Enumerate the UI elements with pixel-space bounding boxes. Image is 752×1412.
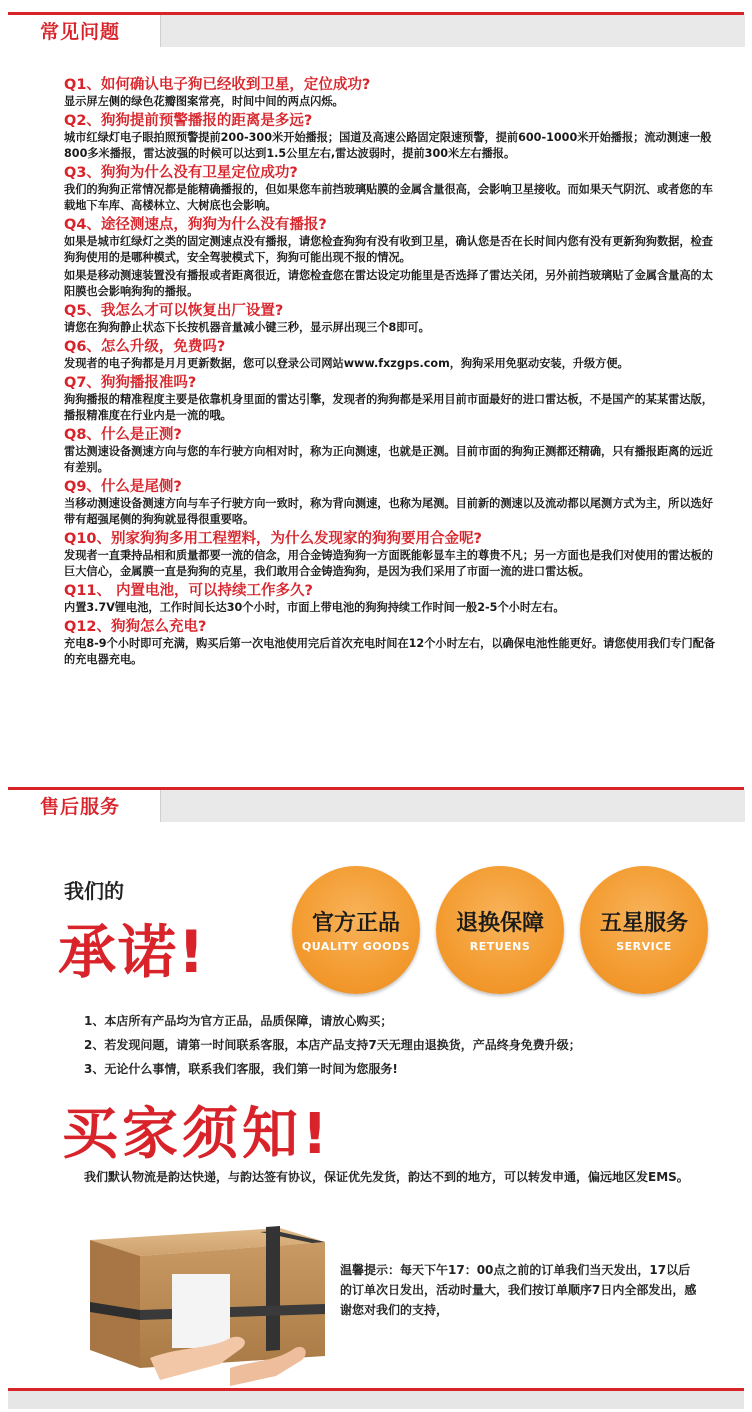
promise-item: 1、本店所有产品均为官方正品，品质保障，请放心购买； <box>84 1014 393 1028</box>
faq-question: Q3、狗狗为什么没有卫星定位成功? <box>64 165 298 181</box>
service-section-header <box>0 775 752 823</box>
faq-answer: 内置3.7V锂电池，工作时间长达30个小时，市面上带电池的狗狗持续工作时间一般2-5个小时左右。 <box>64 601 565 614</box>
faq-answer: 当移动测速设备测速方向与车子行驶方向一致时，称为背向测速，也称为尾测。目前新的测速以及流动都以尾测方式为主，所以选好带有超强尾侧的狗狗就显得很重要咯。 <box>64 497 713 526</box>
parcel-illustration <box>80 1218 332 1388</box>
faq-question: Q6、怎么升级，免费吗? <box>64 339 226 355</box>
badge-cn-label: 退换保障 <box>455 911 544 936</box>
faq-question: Q12、狗狗怎么充电? <box>64 619 207 635</box>
faq-item <box>64 530 724 580</box>
faq-answer: 充电8-9个小时即可充满，购买后第一次电池使用完后首次充电时间在12个小时左右，以确保电池性能更好。请您使用我们专门配备的充电器充电。 <box>64 637 716 666</box>
service-section-title: 售后服务 <box>40 796 121 818</box>
shipping-tip: 温馨提示：每天下午17：00点之前的订单我们当天发出，17以后的订单次日发出，活动时量大，我们按订单顺序7日内全部发出，感谢您对我们的支持， <box>340 1263 697 1317</box>
badge-service <box>580 866 708 994</box>
badge-en-label: RETUENS <box>469 940 531 953</box>
faq-item <box>64 216 724 300</box>
promise-list <box>84 1012 581 1084</box>
header-grey-bar <box>160 790 745 822</box>
faq-answer: 狗狗播报的精准程度主要是依靠机身里面的雷达引擎，发现者的狗狗都是采用目前市面最好的进口雷达板，不是国产的某某雷达版，播报精准度在行业内是一流的哦。 <box>64 393 713 422</box>
faq-item <box>64 302 724 336</box>
notice-text: 我们默认物流是韵达快递，与韵达签有协议，保证优先发货，韵达不到的地方，可以转发申通，偏远地区发EMS。 <box>84 1170 689 1184</box>
faq-answer: 如果是城市红绿灯之类的固定测速点没有播报，请您检查狗狗有没有收到卫星，确认您是否在长时间内您有没有更新狗狗数据，检查狗狗使用的是哪种模式，安全驾驶模式下，狗狗可能出现不报的情况。 <box>64 235 713 264</box>
faq-answer: 城市红绿灯电子眼拍照预警提前200-300米开始播报；国道及高速公路固定限速预警，提前600-1000米开始播报；流动测速一般800多米播报，雷达波强的时候可以达到1.5公里左右,雷达波弱时，提前300米左右播报。 <box>64 131 712 160</box>
faq-item <box>64 338 724 372</box>
faq-question: Q9、什么是尾侧? <box>64 479 182 495</box>
faq-question: Q8、什么是正测? <box>64 427 182 443</box>
faq-answer: 如果是移动测速装置没有播报或者距离很近，请您检查您在雷达设定功能里是否选择了雷达关闭，另外前挡玻璃贴了金属含量高的太阳膜也会影响狗狗的播报。 <box>64 269 713 298</box>
faq-list <box>64 76 724 670</box>
faq-answer: 我们的狗狗正常情况都是能精确播报的，但如果您车前挡玻璃贴膜的金属含量很高，会影响卫星接收。而如果天气阴沉、或者您的车载地下车库、高楼林立、大树底也会影响。 <box>64 183 713 212</box>
faq-answer: 请您在狗狗静止状态下长按机器音量减小键三秒，显示屏出现三个8即可。 <box>64 321 430 334</box>
faq-answer: 发现者的电子狗都是月月更新数据，您可以登录公司网站www.fxzgps.com，狗狗采用免驱动安装，升级方便。 <box>64 357 629 370</box>
faq-question: Q11、 内置电池，可以持续工作多久? <box>64 583 313 599</box>
badge-cn-label: 官方正品 <box>311 911 400 936</box>
faq-section-title: 常见问题 <box>40 21 121 43</box>
faq-answer: 发现者一直秉持品相和质量都要一流的信念，用合金铸造狗狗一方面既能彰显车主的尊贵不凡；另一方面也是我们对使用的雷达板的巨大信心，金属膜一直是狗狗的克星，我们敢用合金铸造狗狗，是因为我们采用了市面一流的进口雷达板。 <box>64 549 713 578</box>
parcel-box-icon <box>80 1218 332 1388</box>
header-tab <box>8 15 158 47</box>
badge-en-label: SERVICE <box>616 940 672 953</box>
faq-item <box>64 426 724 476</box>
faq-question: Q7、狗狗播报准吗? <box>64 375 197 391</box>
faq-item <box>64 582 724 616</box>
promise-subtitle: 我们的 <box>64 879 124 903</box>
promise-title: 承诺! <box>58 918 207 986</box>
faq-answer: 显示屏左侧的绿色花瓣图案常亮，时间中间的两点闪烁。 <box>64 95 344 108</box>
faq-item <box>64 76 724 110</box>
faq-item <box>64 618 724 668</box>
badge-cn-label: 五星服务 <box>599 911 688 936</box>
faq-item <box>64 478 724 528</box>
header-grey-bar <box>160 15 745 47</box>
badge-returns <box>436 866 564 994</box>
footer-bar <box>0 1382 752 1412</box>
faq-section-header <box>0 0 752 48</box>
faq-item <box>64 374 724 424</box>
faq-answer: 雷达测速设备测速方向与您的车行驶方向相对时，称为正向测速，也就是正测。目前市面的狗狗正测都还精确，只有播报距离的远近有差别。 <box>64 445 713 474</box>
promise-item: 3、无论什么事情，联系我们客服，我们第一时间为您服务! <box>84 1062 398 1076</box>
promise-item: 2、若发现问题，请第一时间联系客服，本店产品支持7天无理由退换货，产品终身免费升级； <box>84 1038 581 1052</box>
faq-question: Q5、我怎么才可以恢复出厂设置? <box>64 303 284 319</box>
header-tab <box>8 790 158 822</box>
faq-question: Q10、别家狗狗多用工程塑料，为什么发现家的狗狗要用合金呢? <box>64 531 482 547</box>
faq-question: Q2、狗狗提前预警播报的距离是多远? <box>64 113 313 129</box>
badge-en-label: QUALITY GOODS <box>301 940 411 953</box>
faq-question: Q1、如何确认电子狗已经收到卫星，定位成功? <box>64 77 371 93</box>
badge-quality <box>292 866 420 994</box>
faq-item <box>64 164 724 214</box>
notice-title: 买家须知! <box>62 1102 332 1167</box>
footer-grey-bar <box>8 1391 744 1409</box>
faq-question: Q4、途径测速点，狗狗为什么没有播报? <box>64 217 327 233</box>
faq-item <box>64 112 724 162</box>
